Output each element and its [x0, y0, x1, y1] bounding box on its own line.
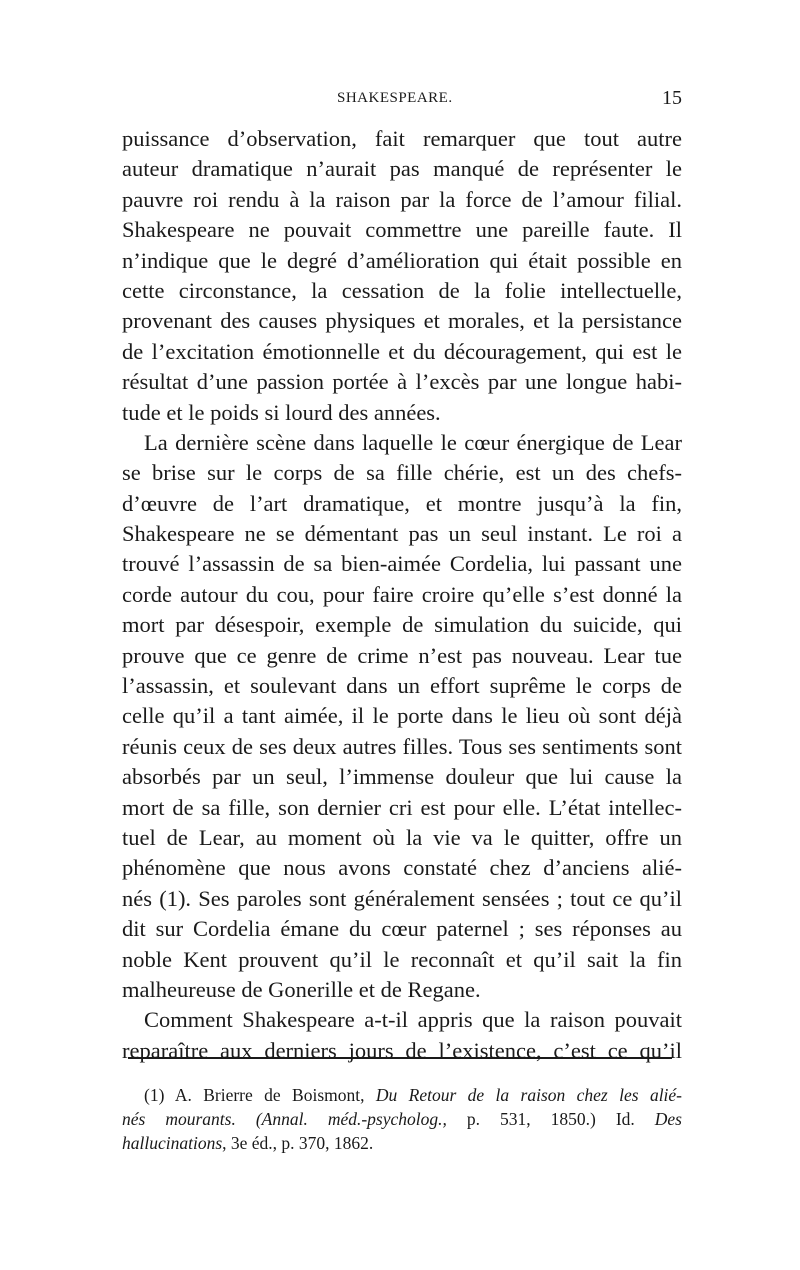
text-line: celle qu’il a tant aimée, il le porte dans le lieu où sont déjà	[122, 703, 682, 729]
text-line: dit sur Cordelia émane du cœur paternel ; ses réponses au	[122, 916, 682, 942]
text-line: prouve que ce genre de crime n’est pas nouveau. Lear tue	[122, 642, 682, 668]
text-line: l’assassin, et soulevant dans un effort suprême le corps de	[122, 673, 682, 699]
footnote-rule	[128, 1057, 672, 1059]
text-line: absorbés par un seul, l’immense douleur que lui cause la	[122, 764, 682, 790]
text-line: mort par désespoir, exemple de simulation du suicide, qui	[122, 612, 682, 638]
footnote-ref: (1) A. Brierre de Boismont,	[144, 1085, 376, 1105]
body-text	[122, 124, 682, 1066]
text-line: puissance d’observation, fait remarquer que tout autre	[122, 126, 682, 151]
text-line: réunis ceux de ses deux autres filles. Tous ses sentiments sont	[122, 733, 682, 759]
text-line: n’indique que le degré d’amélioration qui était possible en	[122, 247, 682, 273]
text-line: malheureuse de Gonerille et de Regane.	[122, 976, 481, 1002]
text-line: nés (1). Ses paroles sont généralement sensées ; tout ce qu’il	[122, 885, 682, 911]
text-line: se brise sur le corps de sa fille chérie, est un des chefs-	[122, 460, 682, 486]
footnote-title-cont: nés mourants. (Annal. méd.-psycholog.,	[122, 1109, 447, 1129]
text-line: résultat d’une passion portée à l’excès par une longue habi-	[122, 369, 682, 395]
text-line: La dernière scène dans laquelle le cœur énergique de Lear	[144, 429, 682, 455]
text-line: reparaître aux derniers jours de l’existence, c’est ce qu’il	[122, 1037, 682, 1063]
text-line: trouvé l’assassin de sa bien-aimée Cordelia, lui passant une	[122, 551, 682, 577]
footnote-title: Du Retour de la raison chez les alié-	[375, 1085, 683, 1105]
footnote-title-2-cont: hallucinations	[122, 1133, 223, 1153]
footnote	[122, 1083, 682, 1155]
text-line: d’œuvre de l’art dramatique, et montre jusqu’à la fin,	[122, 490, 682, 516]
footnote-line	[122, 1131, 682, 1155]
text-line: Shakespeare ne se démentant pas un seul instant. Le roi a	[122, 521, 682, 547]
text-line: tuel de Lear, au moment où la vie va le quitter, offre un	[122, 824, 682, 850]
text-line: provenant des causes physiques et morales, et la persistance	[122, 308, 682, 334]
text-line: cette circonstance, la cessation de la folie intellectuelle,	[122, 277, 682, 303]
footnote-line	[122, 1107, 682, 1131]
text-line: pauvre roi rendu à la raison par la force de l’amour filial.	[122, 186, 682, 212]
text-line: Comment Shakespeare a-t-il appris que la raison pouvait	[144, 1007, 682, 1033]
running-head	[122, 87, 682, 114]
text-line: Shakespeare ne pouvait commettre une pareille faute. Il	[122, 217, 682, 243]
text-line: tude et le poids si lourd des années.	[122, 399, 441, 425]
text-line: corde autour du cou, pour faire croire qu’elle s’est donné la	[122, 581, 682, 607]
text-line: auteur dramatique n’aurait pas manqué de représenter le	[122, 156, 682, 182]
text-line: de l’excitation émotionnelle et du découragement, qui est le	[122, 338, 682, 364]
footnote-citation: p. 531, 1850.) Id.	[446, 1109, 655, 1129]
footnote-edition: , 3e éd., p. 370, 1862.	[222, 1133, 374, 1153]
footnote-title-2: Des	[654, 1109, 682, 1129]
running-title: SHAKESPEARE.	[337, 90, 453, 106]
text-line: mort de sa fille, son dernier cri est pour elle. L’état intellec-	[122, 794, 682, 820]
text-line: noble Kent prouvent qu’il le reconnaît et qu’il sait la fin	[122, 946, 682, 972]
footnote-line	[122, 1083, 682, 1107]
page-number: 15	[662, 87, 682, 109]
text-line: phénomène que nous avons constaté chez d’anciens alié-	[122, 855, 682, 881]
